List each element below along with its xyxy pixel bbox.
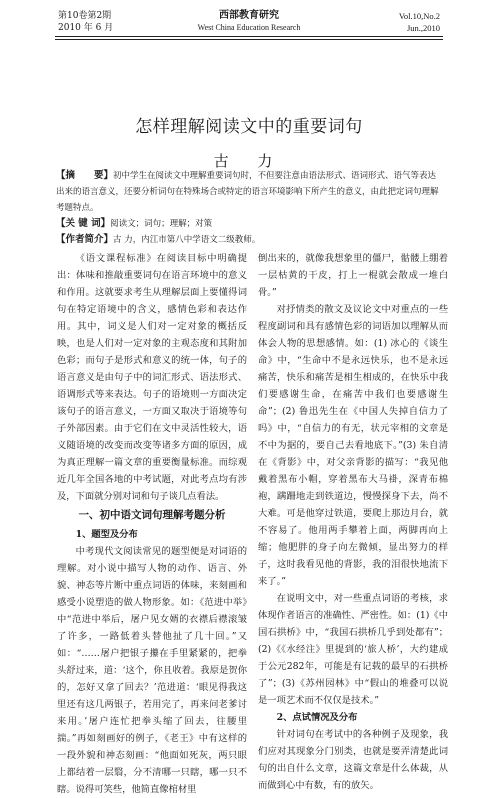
date-cn: 2010 年 6 月 <box>58 23 114 33</box>
paragraph: 倒出来的，就像我想象里的僵尸，骷髅上绷着一层枯黄的干皮，打上一棍就会散成一堆白骨。” <box>258 253 448 298</box>
author-info-text: 古 力，内江市第八中学语文二级教师。 <box>113 235 261 245</box>
paragraph: 中考现代文阅读常见的题型便是对词语的理解。对小说中描写人物的动作、语言、外貌、神态等片断中重点词语的体味，来刻画和感受小说塑造的做人物形象。如：《范进中举》中“范进中举后，屠户见女婿的衣襟后襟滚皱了许多，一路低着头替他扯了几十回。”又如：“……屠户把银子攥在手里紧紧的，把拳头舒过来，道：‘这个，你且收着。我原是贺你的，怎好又拿了回去？’范进道：‘眼见得我这里还有这几两银子，若用完了，再来问老爹讨来用。’屠户连忙把拳头缩了回去，往腰里揣。”再如刻画好的例子，《老王》中有这样的一段外貌和神态刻画：“他面如死灰，两只眼上都结着一层翳，分不清哪一只瞎，哪一只不瞎。说得可笑些，他简直像棺材里 <box>57 546 247 795</box>
keywords-label: 【关 键 词】 <box>56 218 111 229</box>
article-meta <box>56 168 442 248</box>
author-info <box>56 232 442 248</box>
right-column <box>258 250 448 794</box>
abstract <box>56 168 442 216</box>
paragraph: 《语文课程标准》在阅读目标中明确提出：体味和推敲重要词句在语言环境中的意义和作用。这就要求考生从理解层面上要懂得词句在特定语境中的含义，感情色彩和表达作用。其中，词义是人们对一定对象的概括反映，也是人们对一定对象的主观态度和其附加色彩；而句子是形式和意义的统一体，句子的语言意义是由句子中的词汇形式、语法形式、语调形式等来表达。句子的语境则一方面决定该句子的语言意义，一方面又取决于语境等句子外部因素。由于它们在文中灵活性较大，语义随语境的改变而改变等诸多方面的原因，成为真正理解一篇文章的重要衡量标准。而综观近几年全国各地的中考试题，对此考点均有涉及，下面就分别对词和句子谈几点看法。 <box>57 253 247 502</box>
journal-header <box>0 10 498 70</box>
journal-name-en: West China Education Research <box>197 23 301 32</box>
volume-en: Vol.10,No.2 <box>398 11 440 21</box>
author-info-label: 【作者简介】 <box>56 234 114 245</box>
article-title: 怎样理解阅读文中的重要词句 <box>135 117 363 137</box>
keywords-text: 阅读文；词句；理解；对策 <box>110 219 213 229</box>
paragraph: 在说明文中，对一些重点词语的考核，求体现作者语言的准确性、严密性。如：(1)《中国石拱桥》中，“我国石拱桥几乎到处都有”；(2)《《水经注》里提到的‘旅人桥’，大约建成于公元282年，可能是有记载的最早的石拱桥了”；(3)《苏州园林》中“假山的堆叠可以说是一项艺术而不仅仅是技术。” <box>258 593 448 706</box>
left-column <box>57 250 247 798</box>
paragraph: 对抒情类的散文及议论文中对重点的一些程度副词和具有感情色彩的词语加以理解从而体会人物的思想感情。如：(1) 冰心的《谈生命》中，“生命中不是永远快乐，也不是永远痛苦，快乐和痛苦是相生相成的，在快乐中我们要感谢生命，在痛苦中我们也要感谢生命”；(2) 鲁迅先生在《中国人失掉自信力了吗》中，“自信力的有无，状元宰相的文章是不中为据的，要自己去看地底下。”(3) 朱自清在《背影》中，对父亲背影的描写：“我见他戴着黑布小帽，穿着黑布大马褂，深青布棉袍，蹒跚地走到铁道边，慢慢探身下去，尚不大难。可是他穿过铁道，要爬上那边月台，就不容易了。他用两手攀着上面，两脚再向上缩；他肥胖的身子向左微倾，显出努力的样子，这时我看见他的背影，我的泪很快地流下来了。” <box>258 304 448 587</box>
keywords <box>56 216 442 232</box>
subsection-heading: 1、题型及分布 <box>75 529 138 540</box>
journal-name-cn: 西部教育研究 <box>219 10 279 21</box>
paragraph: 针对词句在考试中的各种例子及现象，我们应对其现象分门别类，也就是要弄清楚此词句的出自什么文章，这篇文章是什么体裁，从而做到心中有数，有的放矢。 <box>258 729 448 791</box>
abstract-text: 初中学生在阅读文中理解重要词句时，不但要注意由语法形式、语词形式、语气等表达出来的语言意义，还要分析词句在特殊场合或特定的语言环境影响下所产生的意义，由此把定词句理解考题特点。 <box>56 171 439 213</box>
header-rule-thin <box>55 39 443 40</box>
article-author: 古 力 <box>213 152 285 170</box>
volume-cn: 第10卷第2期 <box>58 11 112 21</box>
section-heading: 一、初中语文词句理解考题分析 <box>78 509 226 521</box>
subsection-heading: 2、点试情况及分布 <box>276 712 358 723</box>
header-rule <box>55 36 443 37</box>
date-en: Jun.,2010 <box>406 23 440 33</box>
volume-issue-en <box>399 10 440 34</box>
abstract-label: 【摘 要】 <box>56 170 114 181</box>
